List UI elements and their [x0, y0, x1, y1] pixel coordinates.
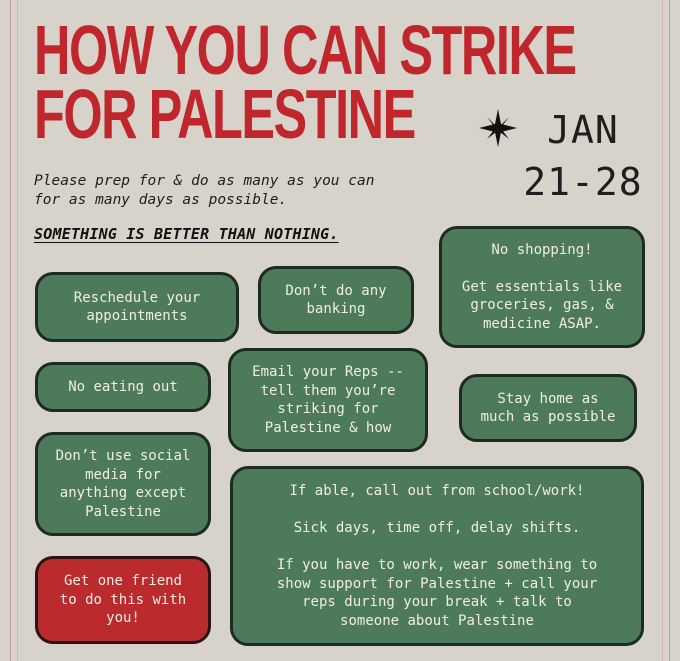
action-text: Don’t do any banking [285, 282, 387, 317]
action-call-out [230, 466, 644, 646]
motto: SOMETHING IS BETTER THAN NOTHING. [34, 225, 339, 243]
date-days: 21-28 [523, 160, 643, 204]
action-text: Don’t use social media for anything except Palestine [55, 448, 191, 520]
title-line-1: HOW YOU CAN STRIKE [34, 11, 576, 89]
action-get-friend [35, 556, 211, 644]
action-text: No eating out [68, 378, 178, 395]
action-text: Stay home as much as possible [480, 390, 616, 425]
subtitle: Please prep for & do as many as you can for as many days as possible. [34, 173, 375, 208]
action-no-eating-out [35, 362, 211, 412]
action-no-banking [258, 266, 414, 334]
title-line-2: FOR PALESTINE [34, 75, 415, 153]
action-text: Get one friend to do this with you! [59, 573, 187, 627]
action-no-social-media [35, 432, 211, 536]
action-email-reps [228, 348, 428, 452]
date-month: JAN [547, 108, 619, 152]
action-no-shopping [439, 226, 645, 348]
action-text: No shopping! Get essentials like groceries, gas, & medicine ASAP. [461, 241, 623, 332]
action-stay-home [459, 374, 637, 442]
action-text: Reschedule your appointments [73, 289, 201, 324]
action-text: If able, call out from school/work! Sick days, time off, delay shifts. If you have to work, wear something to show support for Palestine + call your reps during your break + talk to someone about Palestine [276, 483, 598, 629]
poster-title [34, 11, 576, 153]
action-text: Email your Reps -- tell them you’re striking for Palestine & how [252, 364, 404, 436]
date-range [508, 104, 658, 208]
action-reschedule-appointments [35, 272, 239, 342]
